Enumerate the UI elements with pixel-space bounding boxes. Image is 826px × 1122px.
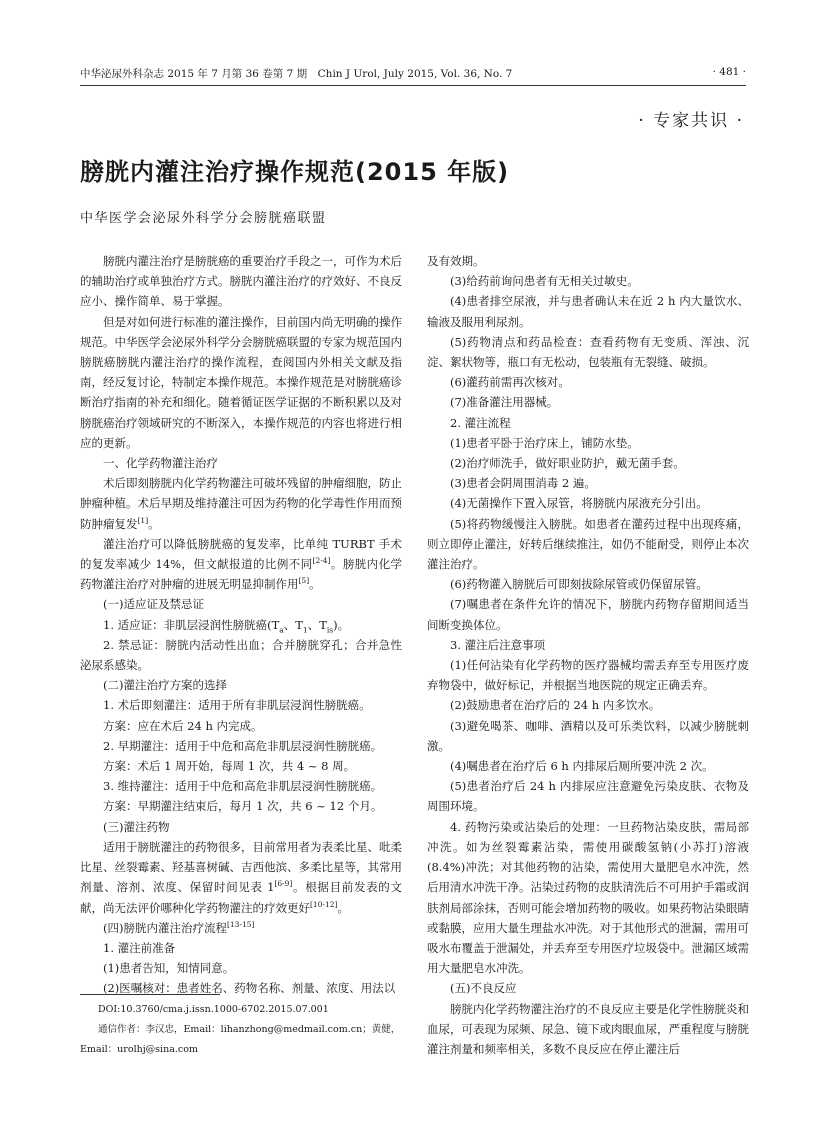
- paragraph: 2. 灌注流程: [450, 415, 511, 430]
- footnote-divider: [80, 994, 220, 995]
- paragraph: 方案：早期灌注结束后，每月 1 次，共 6 ~ 12 个月。: [103, 799, 383, 814]
- paragraph: (7)准备灌注用器械。: [450, 395, 559, 410]
- citation: [2-4]: [312, 556, 331, 566]
- paragraph: 膀胱内化学药物灌注治疗的不良反应主要是化学性膀胱炎和血尿，可表现为尿频、尿急、镜下或肉眼血尿，严重程度与膀胱灌注剂量和频率相关，多数不良反应在停止灌注后: [427, 1001, 749, 1056]
- paragraph: 方案：应在术后 24 h 内完成。: [103, 718, 263, 733]
- paragraph: (5)药物清点和药品检查：查看药物有无变质、浑浊、沉淀、絮状物等，瓶口有无松动，包装瓶有无裂缝、破损。: [427, 334, 749, 370]
- paragraph: (1)任何沾染有化学药物的医疗器械均需丢弃至专用医疗废弃物袋中，做好标记，并根据当地医院的规定正确丢弃。: [427, 658, 749, 693]
- doi: DOI:10.3760/cma.j.issn.1000-6702.2015.07.001: [98, 1004, 329, 1015]
- correspondence: 通信作者：李汉忠，Email：lihanzhong@medmail.com.cn；黄健，: [98, 1024, 401, 1035]
- paragraph: (2)鼓励患者在治疗后的 24 h 内多饮水。: [450, 698, 661, 713]
- article-title: 膀胱内灌注治疗操作规范(2015 年版): [80, 158, 510, 186]
- paragraph: 1. 适应证：非肌层浸润性膀胱癌($T_a$、$T_1$、$T_{is}$)。: [103, 617, 350, 634]
- paragraph: 1. 灌注前准备: [103, 940, 176, 955]
- paragraph: (4)嘱患者在治疗后 6 h 内排尿后厕所要冲洗 2 次。: [450, 759, 714, 774]
- paragraph: 2. 早期灌注：适用于中危和高危非肌层浸润性膀胱癌。: [103, 738, 383, 753]
- citation: [1]: [137, 515, 149, 525]
- paragraph: (6)灌药前需再次核对。: [450, 375, 570, 390]
- paragraph: (1)患者告知，知情同意。: [103, 961, 235, 976]
- citation: [13-15]: [226, 919, 255, 929]
- paragraph: 4. 药物污染或沾染后的处理：一旦药物沾染皮肤，需局部冲洗。如为丝裂霉素沾染，需使用碳酸氢钠(小苏打)溶液(8.4%)冲洗；对其他药物的沾染，需使用大量肥皂水冲洗，然后用清水冲洗干净。沾染过药物的皮肤清洗后不可用护手霜或润肤剂局部涂抹，否则可能会增加药物的吸收。如果药物沾染眼睛或黏膜，应用大量生理盐水冲洗。对于其他形式的泄漏，需用可吸水布覆盖于泄漏处，并丢弃至专用医疗垃圾袋中。泄漏区域需用大量肥皂水冲洗。: [427, 819, 749, 976]
- subsection-heading: (五)不良反应: [450, 981, 517, 996]
- paragraph: (4)患者排空尿液，并与患者确认未在近 2 h 内大量饮水、输液及服用利尿剂。: [427, 294, 749, 329]
- right-column: [427, 251, 749, 1059]
- paragraph: 及有效期。: [427, 254, 485, 268]
- subsection-heading: (二)灌注治疗方案的选择: [103, 678, 227, 693]
- running-head: [80, 66, 746, 81]
- subsection-heading: (一)适应证及禁忌证: [103, 597, 204, 612]
- correspondence-email: Email：urolhj@sina.com: [80, 1044, 198, 1055]
- paragraph: 膀胱内灌注治疗是膀胱癌的重要治疗手段之一，可作为术后的辅助治疗或单独治疗方式。膀胱内灌注治疗的疗效好、不良反应小、操作简单、易于掌握。: [80, 254, 402, 309]
- paragraph: 适用于膀胱灌注的药物很多，目前常用者为表柔比星、吡柔比星、丝裂霉素、羟基喜树碱、吉西他滨、多柔比星等，其常用剂量、溶剂、浓度、保留时间见表 1[6-9]。根据目前发表的文献，尚无法评价哪种化学药物灌注的疗效更好[10-12]。: [80, 839, 402, 915]
- section-heading: 一、化学药物灌注治疗: [103, 456, 218, 471]
- header-divider: [80, 85, 746, 86]
- paragraph: (1)患者平卧于治疗床上，铺防水垫。: [450, 435, 639, 450]
- subsection-heading: (三)灌注药物: [103, 819, 170, 834]
- citation: [10-12]: [310, 899, 338, 909]
- subsection-heading: (四)膀胱内灌注治疗流程[13-15]: [103, 919, 255, 935]
- citation: [6-9]: [274, 879, 293, 889]
- paragraph: (6)药物灌入膀胱后可即刻拔除尿管或仍保留尿管。: [450, 577, 708, 592]
- paragraph: (5)将药物缓慢注入膀胱。如患者在灌药过程中出现疼痛，则立即停止灌注，好转后继续推注，如仍不能耐受，则停止本次灌注治疗。: [427, 516, 749, 572]
- paragraph: (4)无菌操作下置入尿管，将膀胱内尿液充分引出。: [450, 496, 708, 511]
- section-tag: · 专家共识 ·: [638, 111, 744, 131]
- paragraph: 但是对如何进行标准的灌注操作，目前国内尚无明确的操作规范。中华医学会泌尿外科学分会膀胱癌联盟的专家为规范国内膀胱癌膀胱内灌注治疗的操作流程，查阅国内外相关文献及指南，经反复讨论，特制定本操作规范。本操作规范是对膀胱癌诊断治疗指南的补充和细化。随着循证医学证据的不断积累以及对膀胱癌治疗领域研究的不断深入，本操作规范的内容也将进行相应的更新。: [80, 314, 402, 450]
- paragraph: 方案：术后 1 周开始，每周 1 次，共 4 ~ 8 周。: [103, 759, 356, 774]
- paragraph: (3)给药前询问患者有无相关过敏史。: [450, 274, 639, 289]
- paragraph: (3)避免喝茶、咖啡、酒精以及可乐类饮料，以减少膀胱刺激。: [427, 718, 749, 753]
- paragraph: (2)治疗师洗手，做好职业防护，戴无菌手套。: [450, 456, 685, 471]
- paragraph: 术后即刻膀胱内化学药物灌注可破坏残留的肿瘤细胞，防止肿瘤种植。术后早期及维持灌注可因为药物的化学毒性作用而预防肿瘤复发[1]。: [80, 476, 402, 531]
- paragraph: (7)嘱患者在条件允许的情况下，膀胱内药物存留期间适当间断变换体位。: [427, 597, 749, 632]
- paragraph: 1. 术后即刻灌注：适用于所有非肌层浸润性膀胱癌。: [103, 698, 371, 713]
- paragraph: 3. 灌注后注意事项: [450, 637, 546, 652]
- paragraph: 2. 禁忌证：膀胱内活动性出血；合并膀胱穿孔；合并急性泌尿系感染。: [80, 637, 402, 673]
- paragraph: (3)患者会阴周围消毒 2 遍。: [450, 476, 596, 491]
- journal-citation: 中华泌尿外科杂志 2015 年 7 月第 36 卷第 7 期 Chin J Urol, July 2015, Vol. 36, No. 7: [80, 68, 513, 80]
- page-number: · 481 ·: [712, 66, 746, 78]
- paragraph: 灌注治疗可以降低膀胱癌的复发率，比单纯 TURBT 手术的复发率减少 14%，但文献报道的比例不同[2-4]。膀胱内化学药物灌注治疗对肿瘤的进展无明显抑制作用[5]。: [80, 536, 402, 592]
- left-column: [80, 251, 402, 999]
- paragraph: (5)患者治疗后 24 h 内排尿应注意避免污染皮肤、衣物及周围环境。: [427, 779, 749, 814]
- paragraph: 3. 维持灌注：适用于中危和高危非肌层浸润性膀胱癌。: [103, 779, 383, 794]
- paragraph: (2)医嘱核对：患者姓名、药物名称、剂量、浓度、用法以: [103, 981, 396, 996]
- citation: [5]: [298, 576, 310, 586]
- author-line: 中华医学会泌尿外科学分会膀胱癌联盟: [80, 211, 327, 226]
